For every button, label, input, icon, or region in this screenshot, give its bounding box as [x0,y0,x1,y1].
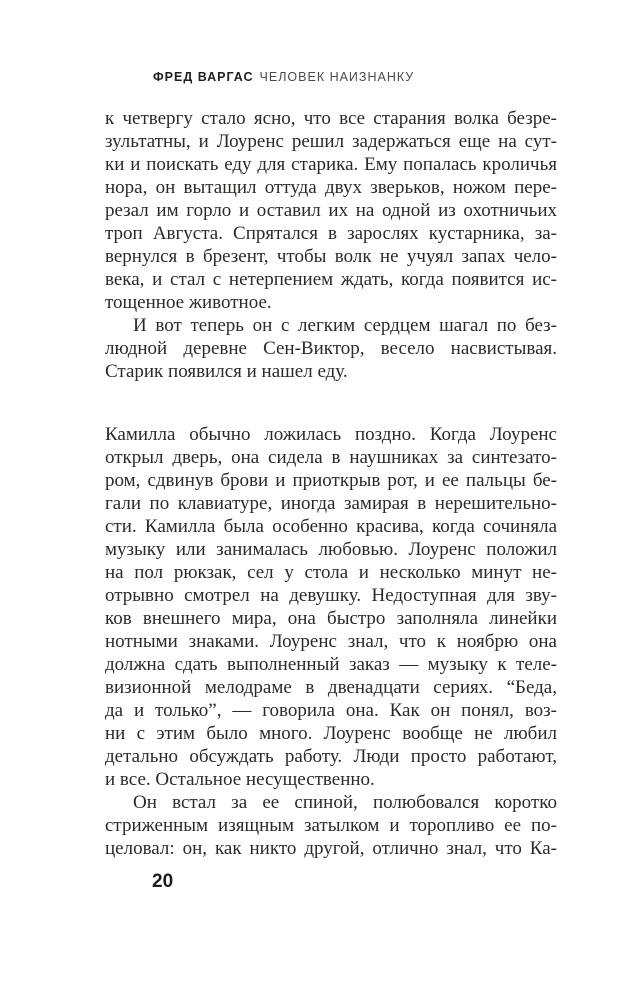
paragraph [105,314,557,383]
text-block [105,107,557,860]
text-line: на пол рюкзак, сел у стола и несколько минут не- [105,562,557,583]
text-line: ков внешнего мира, она быстро заполняла линейки [105,608,557,629]
text-line: к четвергу стало ясно, что все старания волка безре- [105,108,557,129]
text-line: отрывно смотрел на девушку. Недоступная для зву- [105,585,557,606]
text-line: нора, он вытащил оттуда двух зверьков, ножом пере- [105,177,557,198]
text-line: людной деревне Сен-Виктор, весело насвистывая. [105,338,557,359]
text-line: ни с этим было много. Лоуренс вообще не любил [105,723,557,744]
text-line: сти. Камилла была особенно красива, когда сочиняла [105,516,557,537]
text-line: гали по клавиатуре, иногда замирая в нерешительно- [105,493,557,514]
text-line: зультатны, и Лоуренс решил задержаться еще на сут- [105,131,557,152]
page-number: 20 [152,871,174,892]
text-line: резал им горло и оставил их на одной из охотничьих [105,200,557,221]
header-author: ФРЕД ВАРГАС [153,70,254,84]
text-line: стриженным изящным затылком и торопливо ее по- [105,815,557,836]
text-line: троп Августа. Спрятался в зарослях кустарника, за- [105,223,557,244]
text-line: нотными знаками. Лоуренс знал, что к ноябрю она [105,631,557,652]
text-line: тощенное животное. [105,292,272,313]
running-header [153,70,414,84]
text-line: открыл дверь, она сидела в наушниках за синтезато- [105,447,557,468]
text-line: века, и стал с нетерпением ждать, когда появится ис- [105,269,557,290]
text-line: детально обсуждать работу. Люди просто работают, [105,746,557,767]
text-line: ки и поискать еду для старика. Ему попалась кроличья [105,154,557,175]
paragraph [105,423,557,791]
text-line: целовал: он, как никто другой, отлично знал, что Ка- [105,838,557,859]
text-line: музыку или занималась любовью. Лоуренс положил [105,539,557,560]
text-line: визионной мелодраме в двенадцати сериях. “Беда, [105,677,557,698]
text-line: Камилла обычно ложилась поздно. Когда Лоуренс [105,424,557,445]
text-line: и все. Остальное несущественно. [105,769,375,790]
text-line: должна сдать выполненный заказ — музыку к теле- [105,654,557,675]
paragraph [105,107,557,314]
header-book-title: ЧЕЛОВЕК НАИЗНАНКУ [259,70,415,84]
text-line: Старик появился и нашел еду. [105,361,348,382]
text-line: И вот теперь он с легким сердцем шагал по без- [133,315,557,336]
text-line: да и только”, — говорила она. Как он понял, воз- [105,700,557,721]
paragraph [105,791,557,860]
text-line: вернулся в брезент, чтобы волк не учуял запах чело- [105,246,557,267]
text-line: Он встал за ее спиной, полюбовался коротко [133,792,557,813]
text-line: ром, сдвинув брови и приоткрыв рот, и ее пальцы бе- [105,470,557,491]
